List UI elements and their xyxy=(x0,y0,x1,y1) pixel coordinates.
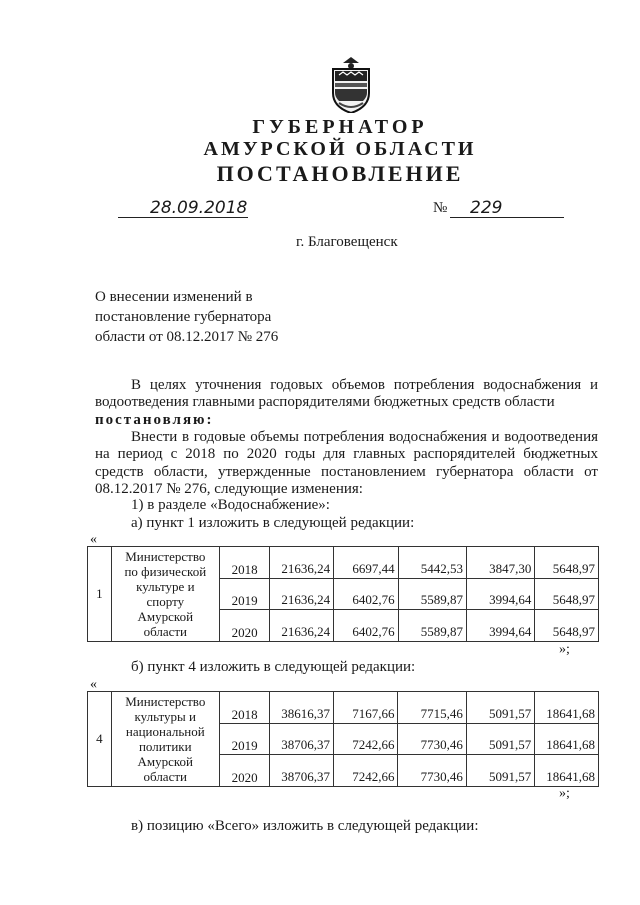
name-line: по физической xyxy=(124,564,207,579)
close-quote: »; xyxy=(559,786,570,801)
value-cell: 5648,97 xyxy=(535,610,599,642)
value-cell: 5442,53 xyxy=(398,547,466,579)
value-cell: 5589,87 xyxy=(398,578,466,610)
value-cell: 5091,57 xyxy=(466,723,534,755)
value-cell: 38616,37 xyxy=(270,692,334,724)
name-line: Министерство xyxy=(125,694,206,709)
value-cell: 7242,66 xyxy=(334,755,398,787)
value-cell: 5091,57 xyxy=(466,755,534,787)
name-line: культуре и xyxy=(136,579,195,594)
document-number-label: № xyxy=(433,200,448,216)
name-line: культуры и xyxy=(134,709,196,724)
document-date: 28.09.2018 xyxy=(150,198,248,218)
value-cell: 6402,76 xyxy=(334,578,399,610)
city-name: г. Благовещенск xyxy=(296,234,398,250)
value-cell: 7715,46 xyxy=(398,692,466,724)
header-doc-type: ПОСТАНОВЛЕНИЕ xyxy=(216,161,464,186)
document-number: 229 xyxy=(470,198,503,218)
value-cell: 3994,64 xyxy=(467,610,535,642)
organization-name xyxy=(111,692,219,787)
document-subject xyxy=(95,287,278,347)
value-cell: 21636,24 xyxy=(270,610,334,642)
close-quote: »; xyxy=(559,642,570,657)
name-line: области xyxy=(143,624,188,639)
table-row xyxy=(88,692,599,724)
year-cell: 2019 xyxy=(219,723,269,755)
value-cell: 38706,37 xyxy=(270,723,334,755)
item-total-position: в) позицию «Всего» изложить в следующей редакции: xyxy=(131,818,479,834)
year-cell: 2019 xyxy=(219,578,269,610)
value-cell: 6402,76 xyxy=(334,610,399,642)
value-cell: 5589,87 xyxy=(398,610,466,642)
table-point-1 xyxy=(87,546,599,642)
value-cell: 21636,24 xyxy=(270,578,334,610)
value-cell: 5091,57 xyxy=(466,692,534,724)
value-cell: 7167,66 xyxy=(334,692,398,724)
subject-line: О внесении изменений в xyxy=(95,289,253,305)
organization-name xyxy=(111,547,219,642)
row-number: 4 xyxy=(88,692,112,787)
coat-of-arms-emblem xyxy=(329,57,373,113)
year-cell: 2018 xyxy=(219,547,269,579)
value-cell: 21636,24 xyxy=(270,547,334,579)
value-cell: 3847,30 xyxy=(467,547,535,579)
value-cell: 3994,64 xyxy=(467,578,535,610)
value-cell: 7242,66 xyxy=(334,723,398,755)
header-title-region: АМУРСКОЙ ОБЛАСТИ xyxy=(203,138,477,160)
open-quote: « xyxy=(90,677,97,692)
value-cell: 5648,97 xyxy=(535,578,599,610)
header-title-governor: ГУБЕРНАТОР xyxy=(252,116,428,138)
subject-line: области от 08.12.2017 № 276 xyxy=(95,329,279,345)
year-cell: 2018 xyxy=(219,692,269,724)
name-line: Амурской xyxy=(137,609,194,624)
row-number: 1 xyxy=(88,547,112,642)
value-cell: 7730,46 xyxy=(398,723,466,755)
value-cell: 18641,68 xyxy=(535,755,599,787)
preamble-paragraph xyxy=(95,377,598,412)
value-cell: 5648,97 xyxy=(535,547,599,579)
main-paragraph-text: Внести в годовые объемы потребления водоснабжения и водоотведения на период с 2018 по 2020 годы для главных распорядителей бюджетных средств области, утвержденные постановлением губернатора области от 08.12.2017 № 276, следующие изменения: xyxy=(95,429,598,498)
subject-line: постановление губернатора xyxy=(95,309,272,325)
value-cell: 18641,68 xyxy=(535,723,599,755)
name-line: Министерство xyxy=(125,549,206,564)
value-cell: 18641,68 xyxy=(535,692,599,724)
item-water-supply: 1) в разделе «Водоснабжение»: xyxy=(131,497,330,513)
table-row xyxy=(88,547,599,579)
name-line: спорту xyxy=(146,594,185,609)
open-quote: « xyxy=(90,532,97,547)
preamble-text: В целях уточнения годовых объемов потребления водоснабжения и водоотведения главными распорядителями бюджетных средств области xyxy=(95,377,598,411)
main-paragraph xyxy=(95,429,598,499)
name-line: политики xyxy=(138,739,192,754)
value-cell: 6697,44 xyxy=(334,547,399,579)
name-line: Амурской xyxy=(137,754,194,769)
name-line: национальной xyxy=(125,724,205,739)
table-point-4 xyxy=(87,691,599,787)
decree-word: постановляю: xyxy=(95,412,214,428)
year-cell: 2020 xyxy=(219,755,269,787)
name-line: области xyxy=(143,769,187,784)
item-point-4: б) пункт 4 изложить в следующей редакции: xyxy=(131,659,416,675)
number-underline xyxy=(450,217,564,218)
value-cell: 7730,46 xyxy=(398,755,466,787)
value-cell: 38706,37 xyxy=(270,755,334,787)
year-cell: 2020 xyxy=(219,610,269,642)
item-point-1: а) пункт 1 изложить в следующей редакции: xyxy=(131,515,415,531)
